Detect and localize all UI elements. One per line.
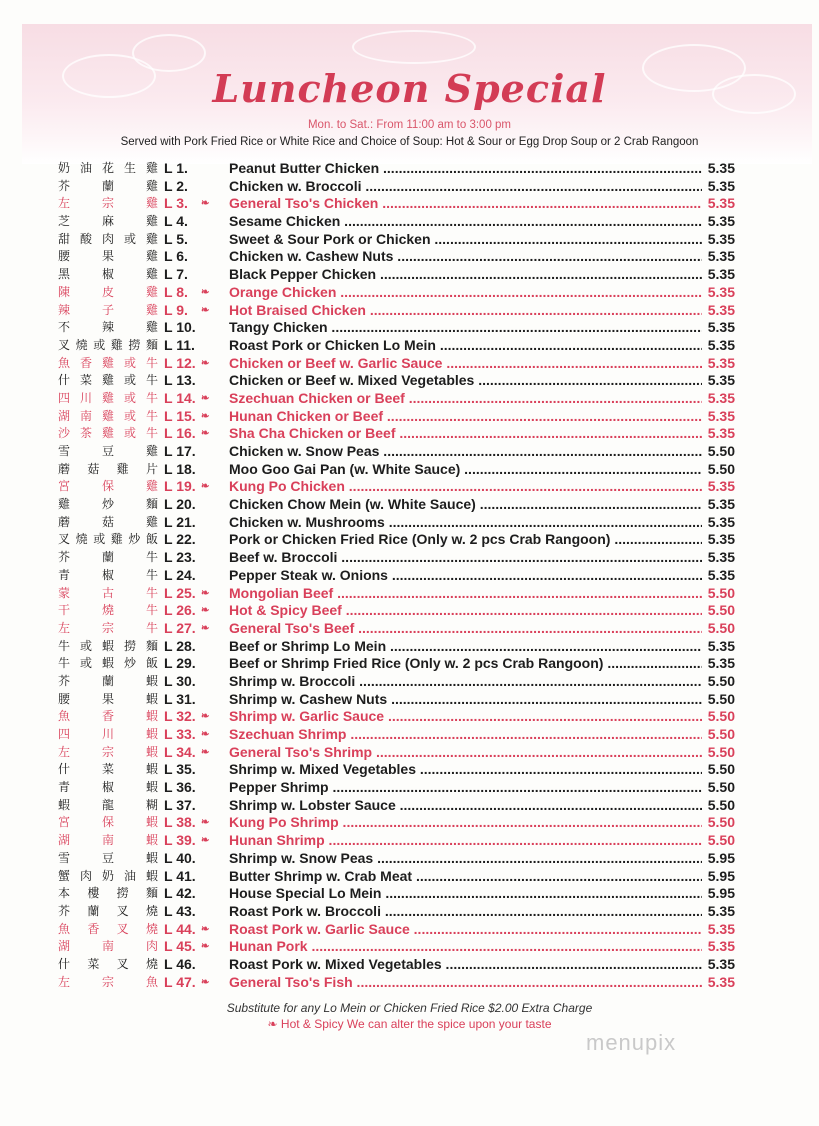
substitute-note: Substitute for any Lo Mein or Chicken Fried Rice $2.00 Extra Charge: [226, 1001, 593, 1015]
served-with-text: Served with Pork Fried Rice or White Rice and Choice of Soup: Hot & Sour or Egg Drop Soup or 2 Crab Rangoon: [120, 136, 699, 148]
menu-item-chinese-name: 什 菜 雞 或 牛: [58, 373, 158, 388]
menu-list: [58, 160, 738, 991]
menu-item-chinese-name: 蘑 菇 雞 片: [58, 461, 158, 476]
menu-item-row: [58, 567, 738, 585]
chili-pepper-icon: ❧: [201, 286, 210, 298]
menu-item-chinese-name: 腰 果 雞: [58, 249, 158, 264]
menu-item-chinese-name: 芝 麻 雞: [58, 214, 158, 229]
menu-item-price: 5.35: [707, 938, 735, 955]
menu-item-chinese-name: 辣 子 雞: [58, 302, 158, 317]
menu-item-code: L 30.: [164, 672, 196, 689]
menu-item-price: 5.35: [707, 372, 735, 389]
menu-item-row: [58, 514, 738, 532]
menu-item-code: L 36.: [164, 779, 196, 796]
menu-item-chinese-name: 湖 南 肉: [58, 939, 158, 954]
menu-item-row: [58, 620, 738, 638]
menu-item-price: 5.35: [707, 407, 735, 424]
menu-item-price: 5.35: [707, 549, 735, 566]
menu-item-price: 5.50: [707, 779, 735, 796]
menu-item-code: L 11.: [164, 336, 195, 353]
menu-item-code: L 9.: [164, 301, 188, 318]
menu-item-name: Sweet & Sour Pork or Chicken .....: [229, 231, 702, 249]
menu-item-chinese-name: 四 川 雞 或 牛: [58, 390, 158, 405]
menu-item-name: Chicken w. Snow Peas .....: [229, 443, 702, 461]
menu-item-row: [58, 160, 738, 178]
menu-item-row: [58, 761, 738, 779]
menu-item-name: Shrimp w. Lobster Sauce .....: [229, 797, 702, 815]
menu-item-row: [58, 585, 738, 603]
menu-item-code: L 14.: [164, 389, 196, 406]
menu-item-chinese-name: 蘑 菇 雞: [58, 514, 158, 529]
menu-item-name: Shrimp w. Mixed Vegetables .....: [229, 761, 702, 779]
menu-item-price: 5.50: [707, 796, 735, 813]
menu-item-row: [58, 691, 738, 709]
menu-item-row: [58, 302, 738, 320]
menu-item-price: 5.50: [707, 619, 735, 636]
menu-item-row: [58, 478, 738, 496]
chili-pepper-icon: ❧: [267, 1017, 278, 1031]
menu-item-price: 5.35: [707, 283, 735, 300]
menu-item-name: Tangy Chicken .....: [229, 319, 702, 337]
menu-item-name: Shrimp w. Cashew Nuts .....: [229, 691, 702, 709]
menu-item-name: Roast Pork or Chicken Lo Mein .....: [229, 337, 702, 355]
chili-pepper-icon: ❧: [201, 729, 210, 740]
menu-item-code: L 38.: [164, 814, 196, 831]
menu-item-name: Shrimp w. Garlic Sauce .....: [229, 708, 702, 726]
menu-item-code: L 5.: [164, 230, 188, 247]
menu-item-chinese-name: 左 宗 蝦: [58, 744, 158, 759]
menu-item-row: [58, 213, 738, 231]
menu-item-price: 5.35: [707, 336, 735, 353]
menu-item-chinese-name: 芥 蘭 雞: [58, 178, 158, 193]
menu-item-chinese-name: 四 川 蝦: [58, 727, 158, 741]
menu-item-code: L 20.: [164, 496, 196, 513]
menu-item-price: 5.95: [707, 849, 735, 866]
menu-item-price: 5.35: [707, 637, 735, 654]
menu-item-price: 5.50: [707, 602, 735, 619]
menu-item-name: Roast Pork w. Garlic Sauce .....: [229, 921, 702, 939]
menu-item-chinese-name: 什 菜 蝦: [58, 762, 158, 777]
menu-item-chinese-name: 宮 保 蝦: [58, 815, 158, 830]
menu-item-row: [58, 850, 738, 868]
menu-item-name: Beef or Shrimp Lo Mein .....: [229, 638, 702, 656]
menu-item-code: L 4.: [164, 213, 188, 230]
menu-item-row: [58, 903, 738, 921]
menu-item-price: 5.50: [707, 443, 735, 459]
menu-item-name: Peanut Butter Chicken .....: [229, 160, 702, 178]
menu-item-price: 5.35: [707, 195, 735, 212]
menu-item-row: [58, 178, 738, 196]
menu-item-name: House Special Lo Mein .....: [229, 885, 702, 903]
menu-item-row: [58, 408, 738, 426]
menu-item-code: L 47.: [164, 973, 196, 990]
menu-item-code: L 32.: [164, 708, 196, 725]
chili-pepper-icon: ❧: [201, 746, 210, 758]
menu-item-name: Chicken w. Cashew Nuts .....: [229, 248, 702, 266]
menu-item-chinese-name: 芥 蘭 牛: [58, 550, 158, 565]
menu-item-chinese-name: 左 宗 雞: [58, 196, 158, 211]
menu-item-price: 5.35: [707, 973, 735, 990]
menu-item-chinese-name: 左 宗 牛: [58, 620, 158, 635]
menu-item-price: 5.50: [707, 672, 735, 689]
menu-item-price: 5.35: [707, 389, 735, 406]
menu-item-code: L 34.: [164, 743, 196, 760]
menu-item-chinese-name: 湖 南 蝦: [58, 833, 158, 848]
menu-item-chinese-name: 左 宗 魚: [58, 974, 158, 989]
menu-item-row: [58, 549, 738, 567]
menu-item-price: 5.35: [707, 301, 735, 318]
menu-item-price: 5.35: [707, 230, 735, 247]
menu-item-row: [58, 974, 738, 992]
menu-item-code: L 23.: [164, 549, 196, 566]
menu-item-price: 5.35: [707, 248, 735, 265]
chili-pepper-icon: ❧: [201, 622, 210, 634]
menu-item-row: [58, 248, 738, 266]
menu-item-code: L 43.: [164, 902, 196, 919]
menu-item-chinese-name: 干 燒 牛: [58, 603, 158, 618]
menu-item-row: [58, 921, 738, 939]
menu-item-price: 5.50: [707, 584, 735, 601]
menu-item-code: L 15.: [164, 407, 196, 424]
menu-item-code: L 46.: [164, 955, 196, 972]
menu-item-chinese-name: 魚 香 雞 或 牛: [58, 355, 158, 370]
menu-item-name: Hunan Pork .....: [229, 938, 702, 956]
menu-item-name: Chicken w. Mushrooms .....: [229, 514, 702, 532]
chili-pepper-icon: ❧: [201, 304, 210, 316]
menu-item-name: Chicken w. Broccoli .....: [229, 178, 702, 196]
menu-item-row: [58, 496, 738, 514]
menu-item-chinese-name: 黑 椒 雞: [58, 267, 158, 282]
menu-item-row: [58, 673, 738, 691]
menu-item-row: [58, 797, 738, 815]
menu-item-price: 5.35: [707, 920, 735, 937]
menu-item-chinese-name: 奶 油 花 生 雞: [58, 161, 158, 175]
menu-item-name: Kung Po Chicken .....: [229, 478, 702, 496]
menu-item-chinese-name: 什 菜 叉 燒: [58, 956, 158, 971]
menu-item-code: L 7.: [164, 266, 188, 283]
menu-item-price: 5.35: [707, 566, 735, 583]
menu-item-chinese-name: 腰 果 蝦: [58, 691, 158, 706]
menu-item-name: Sha Cha Chicken or Beef .....: [229, 425, 702, 443]
chili-pepper-icon: ❧: [201, 835, 210, 847]
menu-item-price: 5.35: [707, 213, 735, 230]
menu-item-code: L 3.: [164, 195, 188, 212]
menu-item-name: Shrimp w. Snow Peas .....: [229, 850, 702, 868]
menu-item-name: Chicken or Beef w. Mixed Vegetables .....: [229, 372, 702, 390]
menu-item-code: L 6.: [164, 248, 188, 265]
menu-item-chinese-name: 芥 蘭 叉 燒: [58, 903, 158, 918]
menu-item-name: Chicken or Beef w. Garlic Sauce .....: [229, 355, 702, 373]
menu-item-price: 5.35: [707, 160, 735, 176]
menu-item-name: Pork or Chicken Fried Rice (Only w. 2 pcs Crab Rangoon) .....: [229, 531, 702, 549]
menu-item-row: [58, 814, 738, 832]
menu-item-code: L 40.: [164, 849, 196, 866]
menu-item-code: L 25.: [164, 584, 196, 601]
menu-item-name: Pepper Shrimp .....: [229, 779, 702, 797]
menu-item-price: 5.95: [707, 885, 735, 902]
menu-item-row: [58, 337, 738, 355]
menu-item-price: 5.50: [707, 460, 735, 477]
menu-item-row: [58, 744, 738, 762]
chili-pepper-icon: ❧: [201, 198, 210, 210]
menu-item-chinese-name: 沙 茶 雞 或 牛: [58, 426, 158, 441]
menu-item-code: L 1.: [164, 160, 188, 176]
watermark: menupix: [586, 1030, 677, 1055]
menu-item-code: L 45.: [164, 938, 196, 955]
menu-item-code: L 12.: [164, 354, 196, 371]
menu-item-row: [58, 956, 738, 974]
chili-pepper-icon: ❧: [201, 711, 210, 723]
menu-item-row: [58, 461, 738, 479]
spicy-note: [0, 1017, 819, 1031]
menu-item-chinese-name: 雞 炒 麵: [58, 497, 158, 512]
menu-item-code: L 21.: [164, 513, 196, 530]
menu-item-price: 5.35: [707, 955, 735, 972]
menu-item-chinese-name: 青 椒 牛: [58, 567, 158, 582]
menu-item-code: L 37.: [164, 796, 196, 813]
menu-item-chinese-name: 芥 蘭 蝦: [58, 673, 158, 688]
menu-item-price: 5.35: [707, 655, 735, 672]
menu-item-code: L 27.: [164, 619, 196, 636]
menu-item-row: [58, 938, 738, 956]
menu-item-row: [58, 832, 738, 850]
menu-item-price: 5.35: [707, 266, 735, 283]
menu-item-chinese-name: 叉 燒 或 雞 炒 飯: [58, 532, 158, 547]
menu-item-price: 5.50: [707, 814, 735, 831]
menu-item-code: L 13.: [164, 372, 196, 389]
chili-pepper-icon: ❧: [201, 481, 210, 493]
menu-item-code: L 31.: [164, 690, 196, 707]
menu-item-price: 5.35: [707, 513, 735, 530]
menu-item-name: Butter Shrimp w. Crab Meat .....: [229, 868, 702, 886]
menu-item-chinese-name: 不 辣 雞: [58, 320, 158, 335]
menu-item-row: [58, 779, 738, 797]
menu-item-code: L 18.: [164, 460, 196, 477]
chili-pepper-icon: ❧: [201, 357, 210, 369]
menu-item-name: General Tso's Fish .....: [229, 974, 702, 992]
hours-text: Mon. to Sat.: From 11:00 am to 3:00 pm: [307, 119, 512, 131]
menu-item-row: [58, 602, 738, 620]
menu-item-price: 5.35: [707, 496, 735, 513]
menu-item-row: [58, 195, 738, 213]
menu-item-price: 5.50: [707, 832, 735, 849]
menu-title: Luncheon Special: [212, 66, 607, 111]
menu-item-row: [58, 319, 738, 337]
menu-item-row: [58, 355, 738, 373]
menu-item-code: L 42.: [164, 885, 196, 902]
menu-item-row: [58, 231, 738, 249]
menu-item-name: Orange Chicken .....: [229, 284, 702, 302]
menu-item-price: 5.35: [707, 354, 735, 371]
spicy-note-text: Hot & Spicy We can alter the spice upon your taste: [280, 1017, 552, 1031]
menu-item-code: L 41.: [164, 867, 196, 884]
menu-item-price: 5.50: [707, 690, 735, 707]
menu-item-chinese-name: 本 樓 撈 麵: [58, 886, 158, 901]
menu-item-chinese-name: 牛 或 蝦 炒 飯: [58, 656, 158, 671]
chili-pepper-icon: ❧: [201, 976, 210, 988]
chili-pepper-icon: ❧: [201, 923, 210, 935]
menu-item-chinese-name: 湖 南 雞 或 牛: [58, 408, 158, 423]
menu-item-chinese-name: 宮 保 雞: [58, 479, 158, 494]
menu-item-row: [58, 266, 738, 284]
menu-item-name: Kung Po Shrimp .....: [229, 814, 702, 832]
chili-pepper-icon: ❧: [201, 392, 210, 404]
menu-item-row: [58, 390, 738, 408]
menu-item-code: L 17.: [164, 443, 196, 459]
menu-item-name: Hot & Spicy Beef .....: [229, 602, 702, 620]
menu-item-code: L 35.: [164, 761, 196, 778]
menu-item-name: Moo Goo Gai Pan (w. White Sauce) .....: [229, 461, 702, 479]
menu-item-chinese-name: 魚 香 蝦: [58, 709, 158, 724]
menu-item-name: Pepper Steak w. Onions .....: [229, 567, 702, 585]
menu-item-row: [58, 885, 738, 903]
menu-item-row: [58, 372, 738, 390]
menu-item-row: [58, 726, 738, 744]
menu-item-chinese-name: 青 椒 蝦: [58, 780, 158, 795]
menu-item-price: 5.50: [707, 761, 735, 778]
menu-item-chinese-name: 陳 皮 雞: [58, 284, 158, 299]
menu-item-code: L 24.: [164, 566, 196, 583]
menu-item-row: [58, 655, 738, 673]
menu-item-name: Hunan Shrimp .....: [229, 832, 702, 850]
menu-item-name: Mongolian Beef .....: [229, 585, 702, 603]
menu-item-name: Black Pepper Chicken .....: [229, 266, 702, 284]
menu-item-name: General Tso's Chicken .....: [229, 195, 702, 213]
chili-pepper-icon: ❧: [201, 817, 210, 829]
menu-item-price: 5.95: [707, 867, 735, 884]
menu-item-code: L 10.: [164, 319, 196, 336]
chili-pepper-icon: ❧: [201, 605, 210, 617]
menu-item-name: Beef or Shrimp Fried Rice (Only w. 2 pcs Crab Rangoon) .....: [229, 655, 702, 673]
menu-item-chinese-name: 雪 豆 蝦: [58, 850, 158, 865]
menu-item-name: Szechuan Chicken or Beef .....: [229, 390, 702, 408]
menu-item-name: Shrimp w. Broccoli .....: [229, 673, 702, 691]
menu-item-chinese-name: 叉 燒 或 雞 撈 麵: [58, 337, 158, 352]
menu-item-code: L 16.: [164, 425, 196, 442]
menu-item-code: L 44.: [164, 920, 196, 937]
menu-item-name: Szechuan Shrimp .....: [229, 726, 702, 744]
menu-item-code: L 28.: [164, 637, 196, 654]
menu-item-code: L 29.: [164, 655, 196, 672]
menu-item-price: 5.50: [707, 743, 735, 760]
menu-item-row: [58, 284, 738, 302]
menu-item-chinese-name: 魚 香 叉 燒: [58, 921, 158, 936]
menu-item-name: General Tso's Shrimp .....: [229, 744, 702, 762]
menu-item-chinese-name: 蝦 龍 糊: [58, 797, 158, 812]
menu-item-name: Beef w. Broccoli .....: [229, 549, 702, 567]
menu-item-chinese-name: 雪 豆 雞: [58, 444, 158, 458]
menu-item-row: [58, 531, 738, 549]
menu-item-code: L 26.: [164, 602, 196, 619]
menu-item-code: L 8.: [164, 283, 188, 300]
menu-item-name: Sesame Chicken .....: [229, 213, 702, 231]
chili-pepper-icon: ❧: [201, 410, 210, 422]
menu-item-price: 5.35: [707, 478, 735, 495]
menu-item-name: Roast Pork w. Mixed Vegetables .....: [229, 956, 702, 974]
menu-item-code: L 33.: [164, 726, 196, 742]
menu-item-name: Chicken Chow Mein (w. White Sauce) .....: [229, 496, 702, 514]
menu-item-price: 5.35: [707, 902, 735, 919]
menu-item-row: [58, 638, 738, 656]
menu-item-name: Hot Braised Chicken .....: [229, 302, 702, 320]
menu-item-name: General Tso's Beef .....: [229, 620, 702, 638]
chili-pepper-icon: ❧: [201, 941, 210, 953]
menu-item-price: 5.35: [707, 177, 735, 194]
menu-item-price: 5.35: [707, 425, 735, 442]
menu-item-name: Hunan Chicken or Beef .....: [229, 408, 702, 426]
chili-pepper-icon: ❧: [201, 587, 210, 599]
menu-item-price: 5.35: [707, 531, 735, 548]
menu-item-chinese-name: 牛 或 蝦 撈 麵: [58, 638, 158, 653]
menu-item-code: L 39.: [164, 832, 196, 849]
menu-item-code: L 22.: [164, 531, 196, 548]
menu-item-row: [58, 443, 738, 461]
menu-item-price: 5.50: [707, 726, 735, 742]
menu-item-row: [58, 868, 738, 886]
menu-item-chinese-name: 甜 酸 肉 或 雞: [58, 231, 158, 246]
cloud-decoration: [352, 30, 476, 64]
chili-pepper-icon: ❧: [201, 428, 210, 440]
menu-item-row: [58, 708, 738, 726]
menu-item-code: L 2.: [164, 177, 188, 194]
menu-item-chinese-name: 蟹 肉 奶 油 蝦: [58, 868, 158, 883]
menu-item-chinese-name: 蒙 古 牛: [58, 585, 158, 600]
menu-item-price: 5.50: [707, 708, 735, 725]
menu-item-name: Roast Pork w. Broccoli .....: [229, 903, 702, 921]
menu-item-price: 5.35: [707, 319, 735, 336]
menu-item-code: L 19.: [164, 478, 196, 495]
menu-item-row: [58, 425, 738, 443]
